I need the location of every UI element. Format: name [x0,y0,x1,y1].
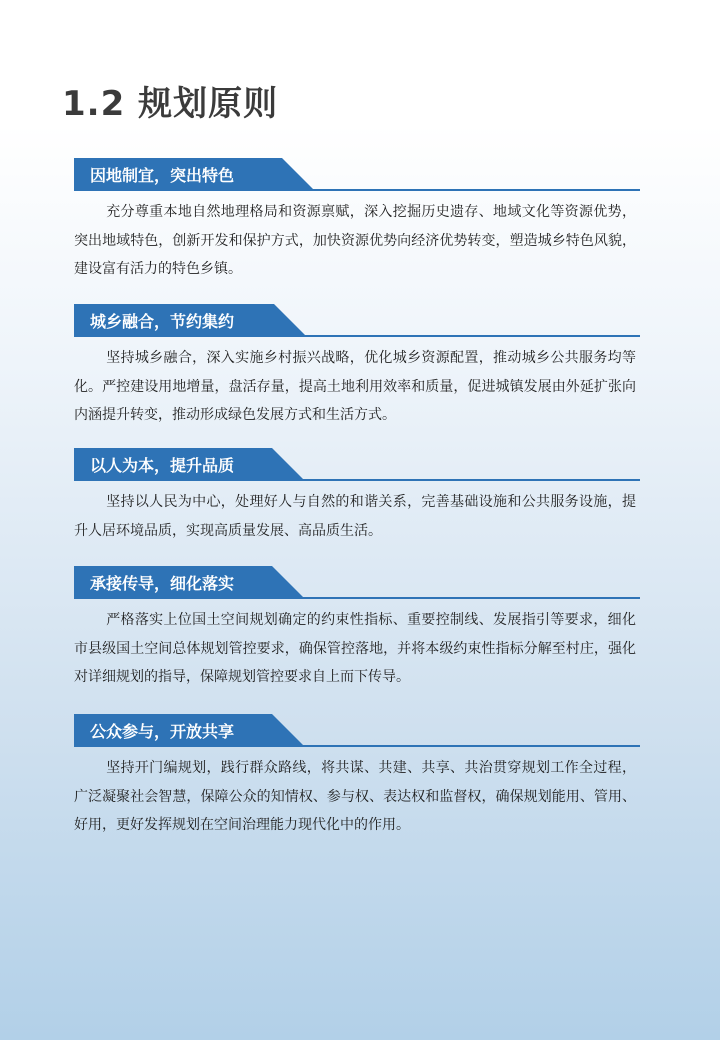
section-header-rule [74,597,640,599]
section-4 [74,566,640,692]
section-paragraph: 严格落实上位国土空间规划确定的约束性指标、重要控制线、发展指引等要求，细化市县级国土空间总体规划管控要求，确保管控落地，并将本级约束性指标分解至村庄，强化对详细规划的指导，保障规划管控要求自上而下传导。 [74,612,636,685]
section-1 [74,158,640,284]
section-heading: 公众参与，开放共享 [90,722,235,741]
section-header-rule [74,745,640,747]
section-header-rule [74,335,640,337]
section-paragraph: 坚持城乡融合，深入实施乡村振兴战略，优化城乡资源配置，推动城乡公共服务均等化。严控建设用地增量，盘活存量，提高土地利用效率和质量，促进城镇发展由外延扩张向内涵提升转变，推动形成绿色发展方式和生活方式。 [74,350,636,423]
section-heading: 城乡融合，节约集约 [90,312,235,331]
section-header-rule [74,189,640,191]
section-3 [74,448,640,545]
section-header [74,158,640,192]
section-header [74,304,640,338]
section-header [74,714,640,748]
section-heading: 以人为本，提升品质 [90,456,235,475]
page-title: 1.2 规划原则 [62,84,279,124]
section-header [74,566,640,600]
section-header-rule [74,479,640,481]
section-5 [74,714,640,840]
section-2 [74,304,640,430]
section-heading: 因地制宜，突出特色 [90,166,235,185]
section-paragraph: 坚持开门编规划，践行群众路线，将共谋、共建、共享、共治贯穿规划工作全过程，广泛凝聚社会智慧，保障公众的知情权、参与权、表达权和监督权，确保规划能用、管用、好用，更好发挥规划在空间治理能力现代化中的作用。 [74,760,636,833]
section-paragraph: 充分尊重本地自然地理格局和资源禀赋，深入挖掘历史遗存、地域文化等资源优势，突出地域特色，创新开发和保护方式，加快资源优势向经济优势转变，塑造城乡特色风貌，建设富有活力的特色乡镇。 [74,204,636,277]
section-header [74,448,640,482]
section-paragraph: 坚持以人民为中心，处理好人与自然的和谐关系，完善基础设施和公共服务设施，提升人居环境品质，实现高质量发展、高品质生活。 [74,494,636,539]
section-heading: 承接传导，细化落实 [90,574,235,593]
